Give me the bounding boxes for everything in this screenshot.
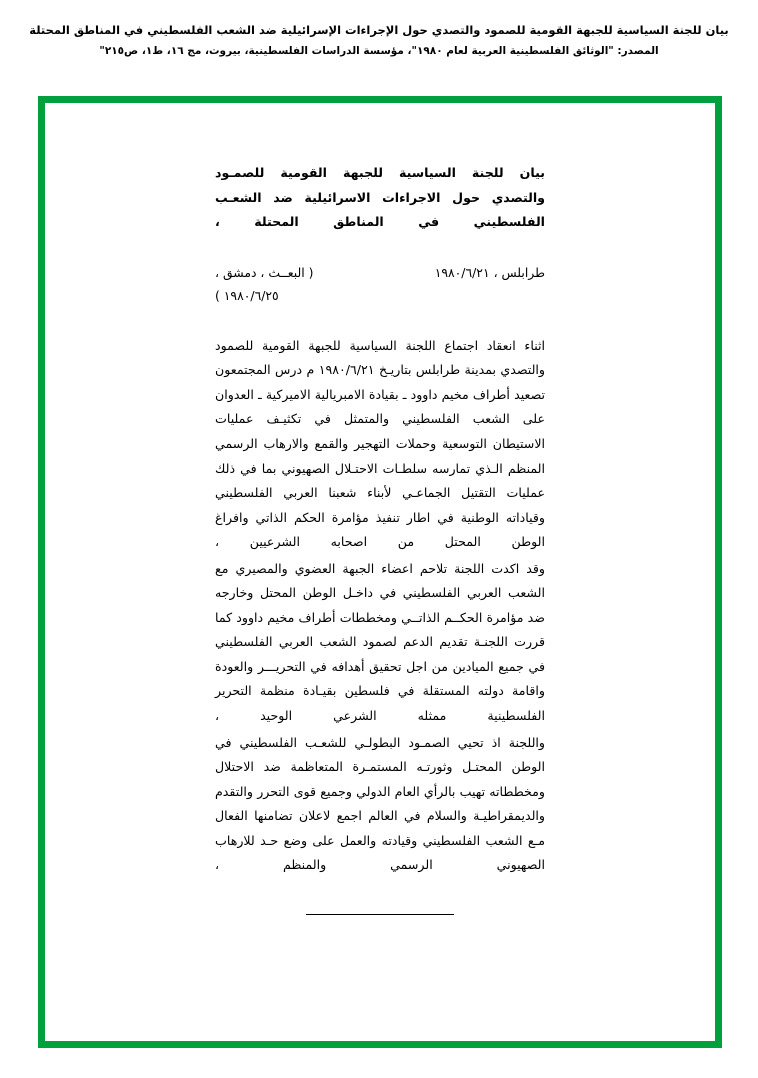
document-paragraphs bbox=[215, 334, 545, 878]
document-title-line-1: بيان للجنة السياسية للجبهة القومية للصمـود bbox=[215, 165, 545, 180]
document-frame bbox=[38, 96, 722, 1048]
document-title-line-3: الفلسطيني في المناطق المحتلة ، bbox=[215, 214, 545, 230]
paragraph: واللجنة اذ تحيي الصمـود البطولـي للشعـب الفلسطيني في الوطن المحتـل وثورتـه المستمـرة المتعاظمة ضد الاحتلال ومخططاته تهيب بالرأي العام الدولي وجميع قوى التحرر والتقدم والديمقراطيـة والسلام في العالم اجمع لاعلان تضامنها الفعال مـع الشعب الفلسطيني وقيادته والعمل على وضع حـد للارهاب الصهيوني الرسمي والمنظم ، bbox=[215, 734, 545, 873]
header-title: بيان للجنة السياسية للجبهة القومية للصمود والتصدي حول الإجراءات الإسرائيلية ضد الشعب الفلسطيني في المناطق المحتلة bbox=[29, 23, 729, 37]
paragraph: وقد اكدت اللجنة تلاحم اعضاء الجبهة العضوي والمصيري مع الشعب العربي الفلسطيني في داخـل الوطن المحتل وخارجه ضد مؤامرة الحكــم الذاتــي ومخططات أطراف مخيم داوود كما قررت اللجنـة تقديم الدعم لصمود الشعب العربي الفلسطيني في جميع الميادين من اجل تحقيق أهدافه في التحريـــر والعودة واقامة دولته المستقلة في فلسطين بقيـادة منظمة التحرير الفلسطينية ممثله الشرعي الوحيد ، bbox=[215, 560, 545, 723]
dateline-source-line-1: ( البعــث ، دمشق ، bbox=[215, 264, 314, 280]
document-body bbox=[45, 103, 715, 1041]
paragraph: اثناء انعقاد اجتماع اللجنة السياسية للجبهة القومية للصمود والتصدي بمدينة طرابلس بتاريـخ ١٩٨٠/٦/٢١ م درس المجتمعون تصعيد أطراف مخيم داوود ـ بقيادة الامبريالية الاميركية ـ العدوان على الشعب الفلسطيني والمتمثل في تكثيـف عمليات الاستيطان التوسعية وحملات التهجير والقمع والارهاب الرسمي المنظم الـذي تمارسه سلطـات الاحتـلال الصهيوني بما في ذلك عمليات التقتيل الجماعـي لأبناء شعبنا العربي الفلسطيني وقياداته الوطنية في اطار تنفيذ مؤامرة الحكم الذاتي وافراغ الوطن المحتل من اصحابه الشرعيين ، bbox=[215, 337, 545, 550]
page-header bbox=[0, 0, 758, 60]
end-rule bbox=[306, 914, 454, 915]
header-source: المصدر: "الوثائق الفلسطينية العربية لعام ١٩٨٠"، مؤسسة الدراسات الفلسطينية، بيروت، مج ١٦، ط١، ص٢١٥" bbox=[99, 45, 659, 58]
dateline-place-date: طرابلس ، ١٩٨٠/٦/٢١ bbox=[434, 264, 545, 280]
document-title bbox=[215, 161, 545, 235]
dateline-source bbox=[215, 261, 314, 308]
document-title-line-2: والتصدي حول الاجراءات الاسرائيلية ضد الشعـب bbox=[215, 189, 545, 205]
dateline-source-line-2: ١٩٨٠/٦/٢٥ ) bbox=[215, 288, 279, 304]
dateline bbox=[215, 261, 545, 308]
